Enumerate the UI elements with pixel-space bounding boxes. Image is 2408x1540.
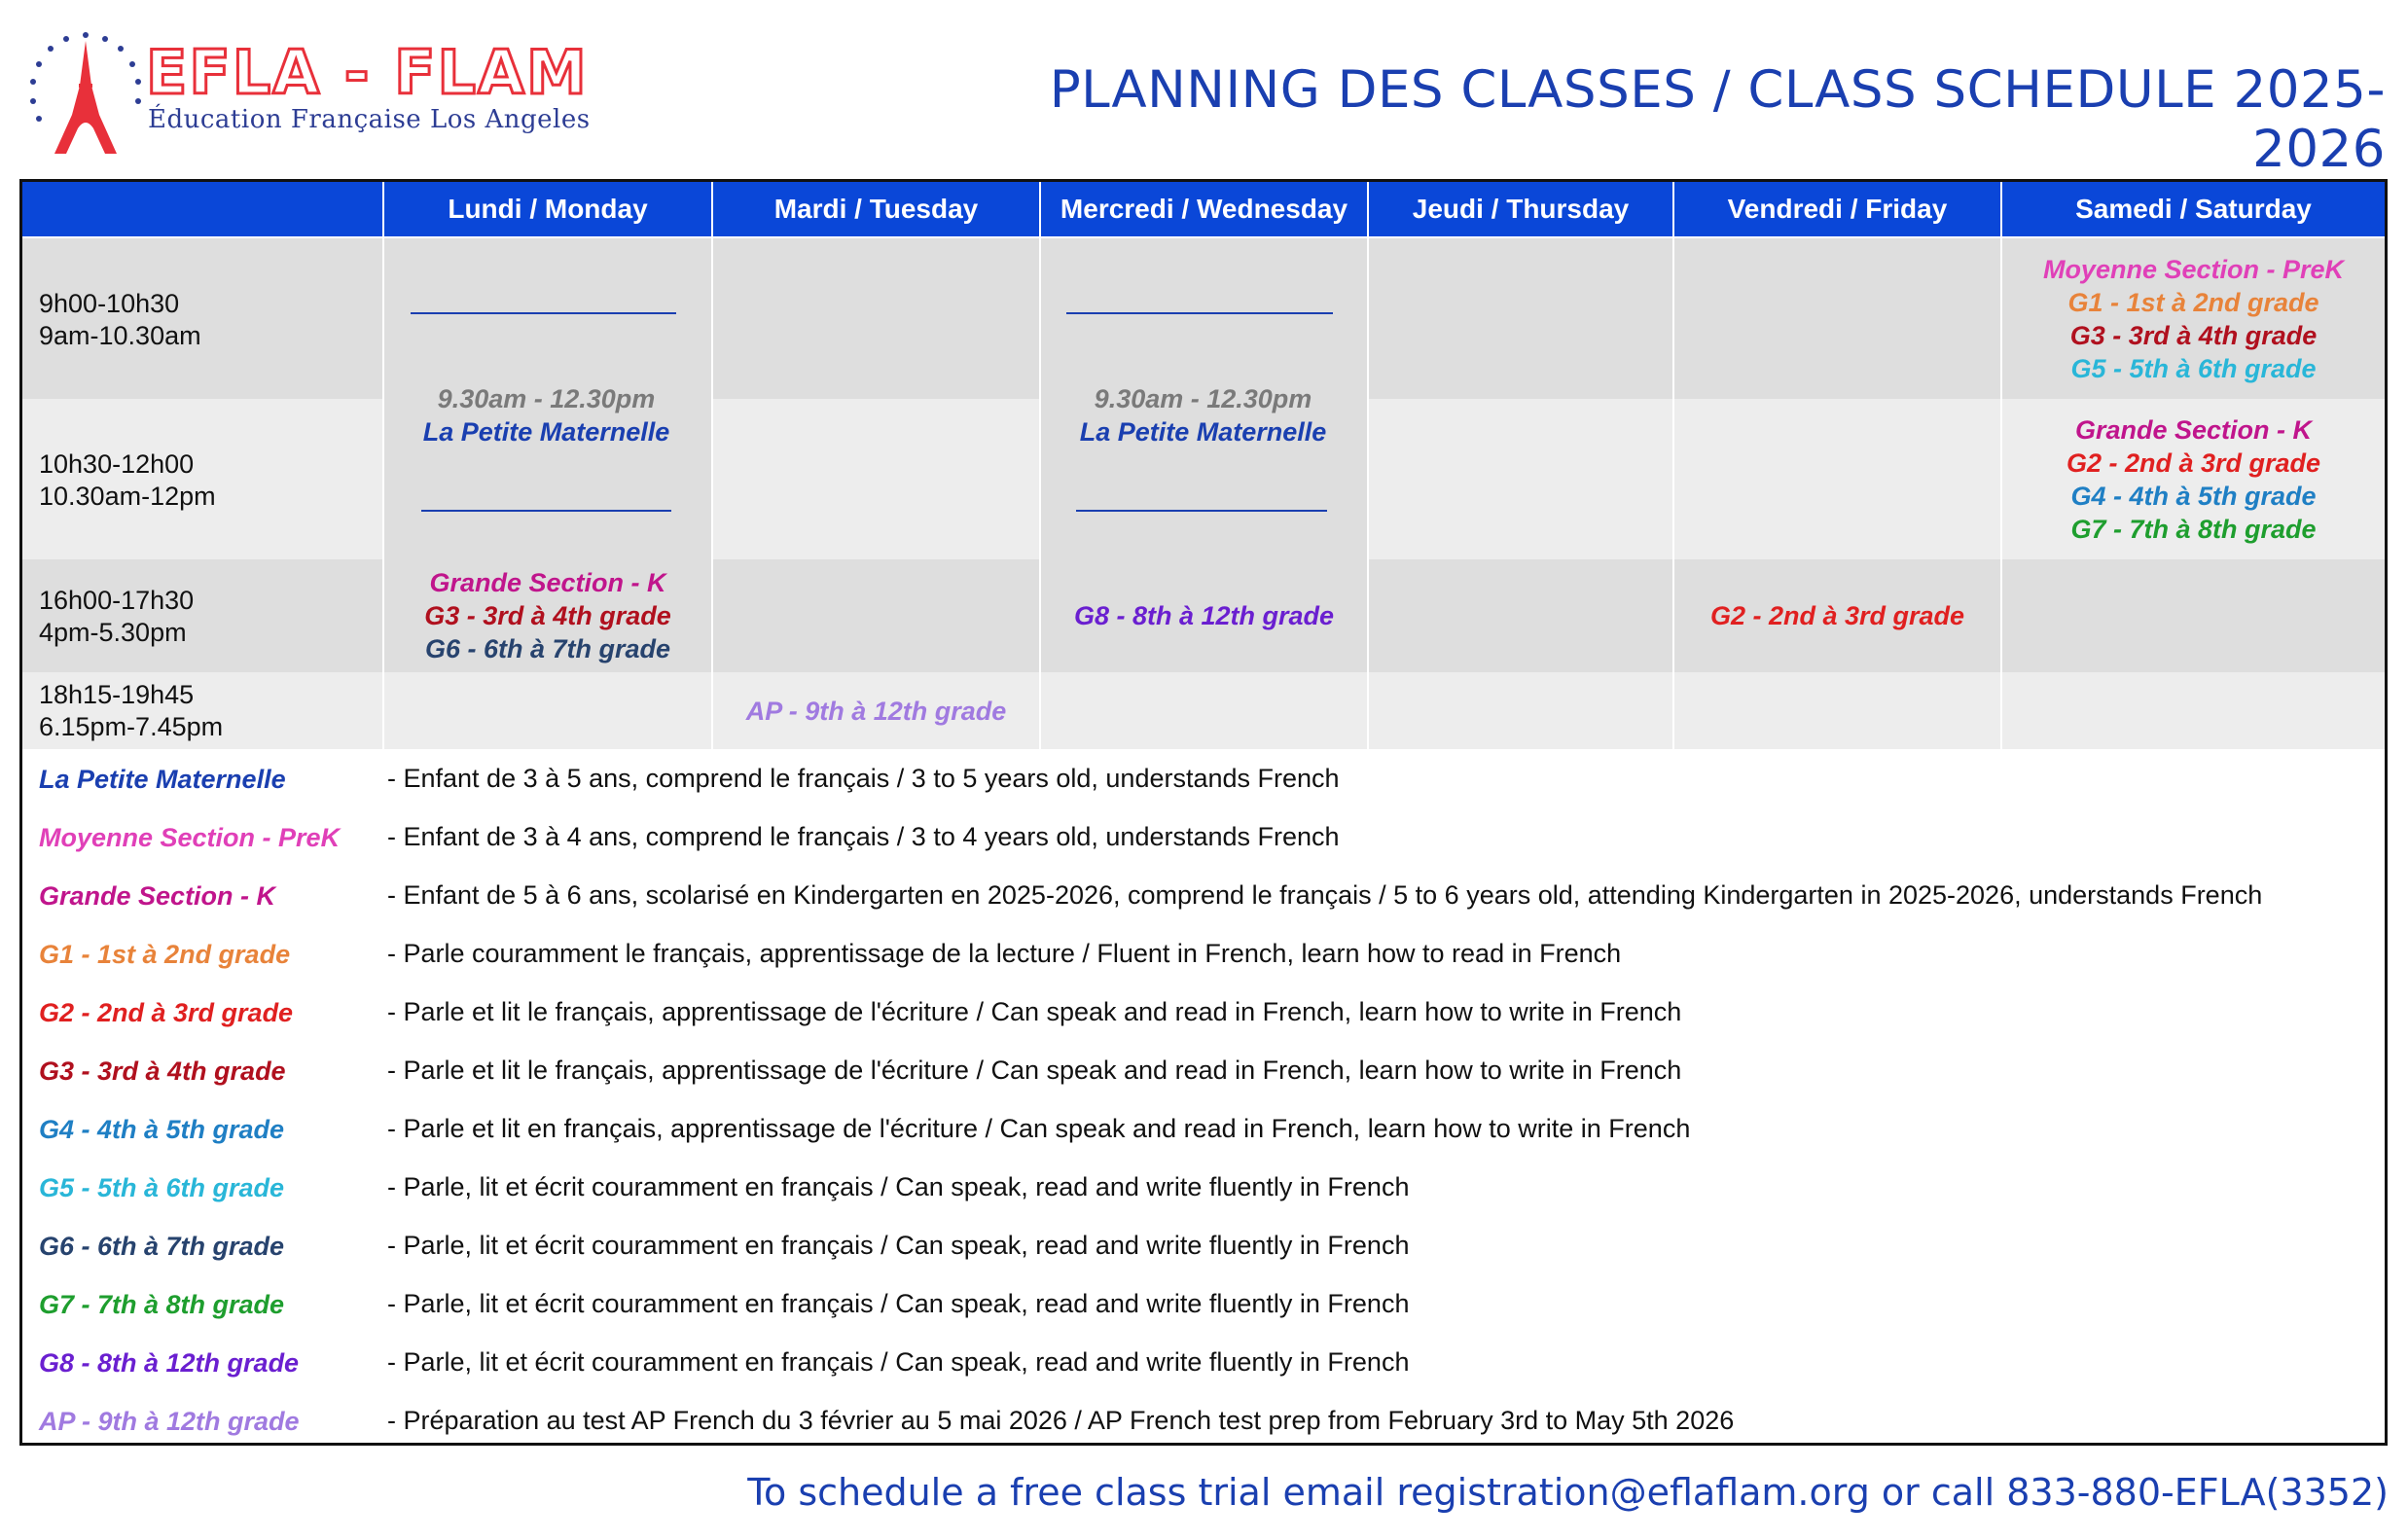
legend-name: G6 - 6th à 7th grade	[39, 1232, 285, 1261]
legend-name: G8 - 8th à 12th grade	[39, 1348, 300, 1378]
class-g2: G2 - 2nd à 3rd grade	[1709, 601, 1965, 630]
class-g3: G3 - 3rd à 4th grade	[424, 601, 671, 630]
class-ms: Moyenne Section - PreK	[2042, 254, 2345, 284]
schedule-frame	[19, 179, 2388, 1446]
class-ap: AP - 9th à 12th grade	[745, 696, 1007, 726]
petite-monday-name: La Petite Maternelle	[422, 417, 670, 447]
class-gs: Grande Section - K	[429, 568, 666, 597]
legend-desc: - Parle et lit le français, apprentissage de l'écriture / Can speak and read in French, learn how to write in French	[387, 1056, 1682, 1085]
legend-name: AP - 9th à 12th grade	[39, 1407, 300, 1436]
legend-desc: - Enfant de 3 à 5 ans, comprend le français / 3 to 5 years old, understands French	[387, 764, 1340, 793]
legend-desc: - Parle et lit le français, apprentissage de l'écriture / Can speak and read in French, learn how to write in French	[387, 997, 1682, 1026]
class-g7: G7 - 7th à 8th grade	[2070, 514, 2317, 544]
header-monday: Lundi / Monday	[448, 194, 648, 224]
legend-desc: - Parle et lit en français, apprentissage de l'écriture / Can speak and read in French, learn how to write in French	[387, 1114, 1691, 1143]
time-en: 9am-10.30am	[39, 321, 201, 350]
class-g6: G6 - 6th à 7th grade	[424, 634, 671, 663]
header-saturday: Samedi / Saturday	[2075, 194, 2312, 224]
legend-desc: - Parle, lit et écrit couramment en français / Can speak, read and write fluently in French	[387, 1231, 1410, 1260]
legend-name: Moyenne Section - PreK	[39, 823, 341, 852]
time-en: 6.15pm-7.45pm	[39, 712, 224, 741]
petite-wednesday-time: 9.30am - 12.30pm	[1094, 384, 1312, 413]
time-fr: 9h00-10h30	[39, 289, 180, 318]
class-g5: G5 - 5th à 6th grade	[2070, 353, 2317, 383]
legend-desc: - Parle couramment le français, apprentissage de la lecture / Fluent in French, learn how to read in French	[387, 939, 1622, 968]
time-fr: 16h00-17h30	[39, 586, 195, 615]
legend-name: La Petite Maternelle	[39, 765, 286, 794]
legend-name: G2 - 2nd à 3rd grade	[39, 998, 294, 1027]
footer-contact: To schedule a free class trial email registration@eflaflam.org or call 833-880-EFLA(3352)	[747, 1471, 2389, 1514]
class-g1: G1 - 1st à 2nd grade	[2067, 287, 2319, 317]
legend-name: G7 - 7th à 8th grade	[39, 1290, 285, 1319]
legend-desc: - Parle, lit et écrit couramment en français / Can speak, read and write fluently in French	[387, 1347, 1410, 1377]
legend-name: G5 - 5th à 6th grade	[39, 1173, 285, 1202]
legend-desc: - Enfant de 3 à 4 ans, comprend le français / 3 to 4 years old, understands French	[387, 822, 1340, 851]
time-en: 10.30am-12pm	[39, 482, 216, 511]
page-title: PLANNING DES CLASSES / CLASS SCHEDULE 2025-2026	[1049, 60, 2386, 179]
eiffel-tower-logo-icon	[23, 27, 148, 158]
header-wednesday: Mercredi / Wednesday	[1060, 194, 1348, 224]
legend-desc: - Parle, lit et écrit couramment en français / Can speak, read and write fluently in French	[387, 1172, 1410, 1201]
legend-desc: - Parle, lit et écrit couramment en français / Can speak, read and write fluently in French	[387, 1289, 1410, 1318]
class-g8: G8 - 8th à 12th grade	[1073, 601, 1335, 630]
legend-name: G3 - 3rd à 4th grade	[39, 1057, 286, 1086]
logo-tagline: Éducation Française Los Angeles	[148, 105, 591, 134]
time-fr: 18h15-19h45	[39, 680, 195, 709]
legend-name: G1 - 1st à 2nd grade	[39, 940, 291, 969]
logo-wordmark: EFLA - FLAM	[146, 37, 589, 108]
class-g2: G2 - 2nd à 3rd grade	[2066, 448, 2321, 478]
header-tuesday: Mardi / Tuesday	[773, 194, 979, 224]
time-fr: 10h30-12h00	[39, 449, 195, 479]
class-g3: G3 - 3rd à 4th grade	[2069, 320, 2318, 350]
class-g4: G4 - 4th à 5th grade	[2070, 481, 2317, 511]
time-en: 4pm-5.30pm	[39, 618, 187, 647]
header-friday: Vendredi / Friday	[1727, 194, 1948, 224]
legend-name: G4 - 4th à 5th grade	[39, 1115, 285, 1144]
petite-wednesday-name: La Petite Maternelle	[1079, 417, 1327, 447]
header-thursday: Jeudi / Thursday	[1412, 194, 1630, 224]
legend-desc: - Préparation au test AP French du 3 février au 5 mai 2026 / AP French test prep from February 3rd to May 5th 2026	[387, 1406, 1735, 1435]
legend-desc: - Enfant de 5 à 6 ans, scolarisé en Kindergarten en 2025-2026, comprend le français / 5 to 6 years old, attending Kindergarten in 2025-2026, understands French	[387, 880, 2263, 910]
class-gs: Grande Section - K	[2074, 414, 2313, 445]
petite-monday-time: 9.30am - 12.30pm	[437, 384, 656, 413]
legend-name: Grande Section - K	[39, 881, 276, 911]
